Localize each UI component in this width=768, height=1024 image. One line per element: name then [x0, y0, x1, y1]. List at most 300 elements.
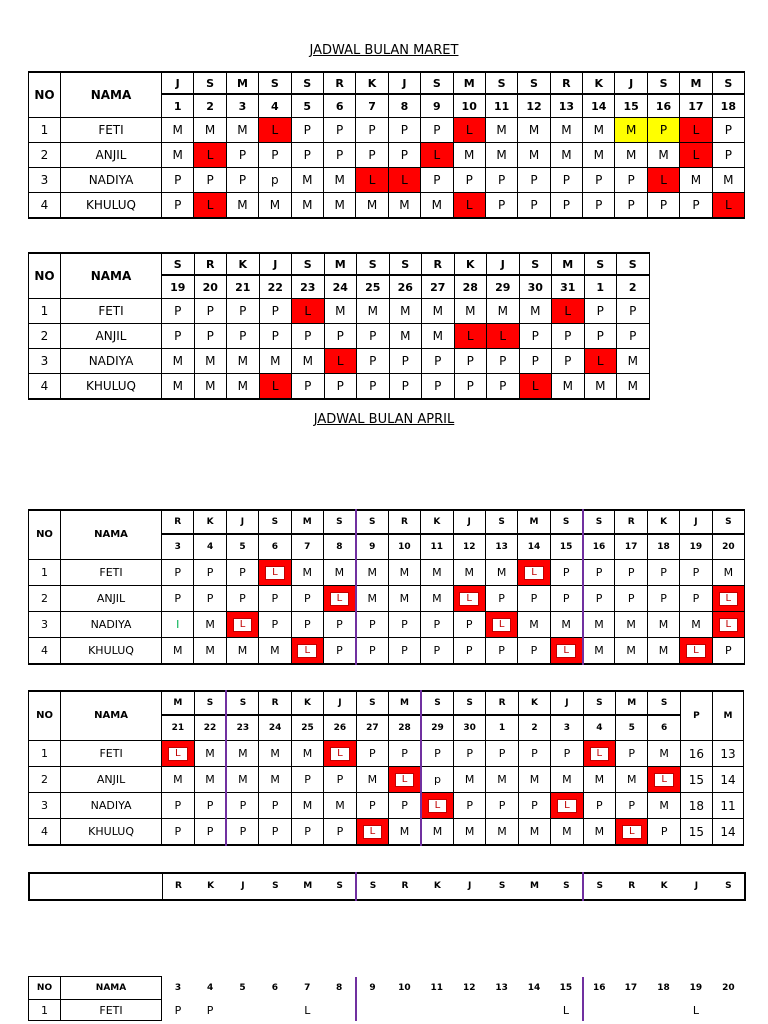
row-number: 4 — [29, 638, 61, 665]
shift-cell: P — [226, 586, 258, 612]
schedule-row — [29, 349, 650, 374]
shift-cell: P — [712, 638, 744, 665]
date-cell: 6 — [648, 715, 680, 741]
day-off-marker: L — [524, 566, 544, 580]
shift-cell: P — [259, 612, 291, 638]
shift-cell: M — [226, 193, 258, 219]
day-letter-cell: M — [226, 72, 258, 94]
row-number: 3 — [29, 793, 61, 819]
date-cell: 19 — [689, 982, 703, 993]
shift-cell: P — [162, 324, 195, 349]
day-letter-cell: K — [454, 253, 487, 275]
day-off-marker: L — [459, 592, 479, 606]
shift-cell — [259, 560, 291, 586]
shift-cell: L — [647, 168, 679, 193]
day-off-marker: L — [590, 747, 610, 761]
shift-cell: P — [291, 767, 323, 793]
date-cell: 5 — [226, 534, 258, 560]
shift-cell: P — [291, 612, 323, 638]
shift-cell: M — [162, 118, 194, 143]
date-cell: 17 — [624, 982, 638, 993]
header-no: NO — [29, 253, 61, 299]
shift-cell: P — [162, 193, 194, 219]
shift-cell: M — [389, 299, 422, 324]
next-schedule-table — [28, 976, 745, 1021]
shift-cell: P — [162, 793, 194, 819]
shift-cell — [485, 612, 517, 638]
shift-cell: L — [324, 349, 357, 374]
shift-cell: P — [617, 324, 650, 349]
date-cell: 14 — [583, 94, 615, 118]
day-off-marker: L — [622, 825, 642, 839]
employee-name: FETI — [61, 299, 162, 324]
date-cell: 23 — [226, 715, 258, 741]
shift-cell: M — [485, 143, 517, 168]
day-letter-cell: R — [323, 72, 355, 94]
shift-cell: P — [421, 638, 453, 665]
shift-cell — [226, 1000, 258, 1021]
shift-cell: M — [226, 767, 258, 793]
shift-cell: M — [680, 612, 712, 638]
shift-cell: P — [615, 193, 647, 219]
shift-cell: P — [194, 586, 226, 612]
schedule-row — [29, 118, 745, 143]
date-cell: 24 — [259, 715, 291, 741]
schedule-row — [29, 767, 744, 793]
shift-cell: P — [453, 741, 485, 767]
row-number: 1 — [29, 299, 61, 324]
employee-name: FETI — [61, 1000, 162, 1021]
day-letter-cell: R — [615, 510, 647, 534]
shift-cell: M — [617, 374, 650, 400]
day-letter-cell: K — [356, 72, 388, 94]
shift-cell: P — [518, 741, 550, 767]
shift-cell: P — [617, 299, 650, 324]
shift-cell — [162, 741, 194, 767]
shift-cell: P — [712, 143, 744, 168]
date-cell: 31 — [552, 275, 585, 299]
date-row — [29, 977, 745, 1000]
date-cell: 18 — [712, 94, 744, 118]
day-letter-cell: S — [550, 510, 582, 534]
shift-cell: M — [162, 349, 195, 374]
date-cell: 3 — [174, 982, 182, 993]
day-letter-cell: S — [712, 72, 744, 94]
shift-cell: P — [422, 349, 455, 374]
shift-cell: M — [194, 741, 226, 767]
shift-cell: M — [162, 143, 194, 168]
date-cell: 30 — [519, 275, 552, 299]
shift-cell: P — [453, 638, 485, 665]
shift-cell: P — [485, 168, 517, 193]
shift-cell: M — [291, 793, 323, 819]
date-cell: 18 — [657, 982, 670, 993]
date-cell: 15 — [559, 982, 573, 993]
shift-cell: M — [389, 819, 421, 846]
date-cell: 1 — [486, 715, 518, 741]
shift-cell: P — [519, 324, 552, 349]
shift-cell: M — [647, 612, 679, 638]
march-schedule-table-part2 — [28, 252, 650, 400]
shift-cell: M — [485, 560, 517, 586]
date-cell: 13 — [550, 94, 582, 118]
header-m: M — [712, 691, 743, 741]
day-letter-cell: K — [518, 691, 550, 715]
shift-cell: M — [518, 612, 550, 638]
day-letter-cell: S — [583, 873, 615, 900]
shift-cell: M — [226, 638, 258, 665]
shift-cell — [323, 586, 355, 612]
shift-cell: P — [388, 143, 420, 168]
shift-cell: M — [194, 612, 226, 638]
shift-cell: M — [356, 586, 388, 612]
shift-cell: M — [227, 349, 260, 374]
date-cell: 22 — [259, 275, 292, 299]
shift-cell — [648, 767, 680, 793]
day-off-marker: L — [363, 825, 383, 839]
schedule-row — [29, 793, 744, 819]
shift-cell: P — [174, 1003, 182, 1017]
shift-cell: P — [226, 143, 258, 168]
header-nama: NAMA — [61, 72, 162, 118]
day-letter-cell: S — [421, 72, 453, 94]
shift-cell: L — [712, 193, 744, 219]
shift-cell: M — [680, 168, 712, 193]
schedule-row — [29, 741, 744, 767]
shift-cell: M — [518, 143, 550, 168]
day-letter-cell: J — [453, 510, 485, 534]
day-off-marker: L — [719, 618, 739, 632]
date-cell: 20 — [194, 275, 227, 299]
shift-cell: M — [615, 612, 647, 638]
shift-cell: P — [550, 168, 582, 193]
shift-cell — [518, 1000, 550, 1021]
shift-cell: M — [227, 374, 260, 400]
date-cell: 16 — [583, 534, 615, 560]
schedule-row — [29, 1000, 745, 1021]
shift-cell: P — [485, 586, 517, 612]
day-letter-cell: M — [518, 510, 550, 534]
day-letter-cell: J — [226, 510, 258, 534]
date-cell: 3 — [226, 94, 258, 118]
shift-cell: P — [356, 793, 388, 819]
employee-name: KHULUQ — [61, 374, 162, 400]
shift-cell: P — [648, 819, 680, 846]
day-letter-cell: R — [628, 881, 636, 891]
header-p: P — [680, 691, 712, 741]
shift-cell: P — [454, 349, 487, 374]
day-letter-cell: S — [518, 72, 550, 94]
day-letter-cell: S — [389, 253, 422, 275]
date-cell: 4 — [583, 715, 615, 741]
shift-cell: M — [291, 741, 323, 767]
employee-name: KHULUQ — [61, 638, 162, 665]
shift-cell: P — [615, 560, 647, 586]
shift-cell — [259, 1000, 291, 1021]
shift-cell: M — [584, 374, 617, 400]
employee-name: FETI — [61, 741, 162, 767]
shift-cell: M — [453, 143, 485, 168]
row-number: 1 — [29, 741, 61, 767]
shift-cell: M — [486, 819, 518, 846]
day-off-marker: L — [330, 592, 350, 606]
day-letter-cell: J — [615, 72, 647, 94]
total-p: 16 — [680, 741, 712, 767]
shift-cell: P — [259, 143, 291, 168]
row-number: 4 — [29, 193, 61, 219]
shift-cell: P — [194, 299, 227, 324]
schedule-row — [29, 324, 650, 349]
shift-cell: L — [692, 1003, 700, 1017]
day-off-marker: L — [265, 566, 285, 580]
day-letter-cell: R — [162, 510, 194, 534]
shift-cell: P — [357, 349, 390, 374]
shift-cell: M — [291, 168, 323, 193]
day-letter-cell: M — [291, 510, 323, 534]
next-schedule-header — [28, 872, 746, 901]
date-cell: 10 — [398, 982, 411, 993]
shift-cell: P — [550, 586, 582, 612]
shift-cell — [712, 612, 744, 638]
date-cell: 9 — [421, 94, 453, 118]
day-letter-row — [29, 510, 745, 534]
shift-cell: P — [162, 819, 194, 846]
shift-cell: M — [551, 819, 583, 846]
shift-cell: p — [259, 168, 291, 193]
shift-cell: P — [194, 324, 227, 349]
shift-cell: M — [518, 118, 550, 143]
date-cell: 13 — [485, 534, 517, 560]
shift-cell: M — [388, 193, 420, 219]
day-off-marker: L — [557, 799, 577, 813]
day-letter-row — [29, 873, 745, 900]
march-schedule-table-part1 — [28, 71, 745, 219]
employee-name: ANJIL — [61, 143, 162, 168]
shift-cell: L — [562, 1003, 569, 1017]
shift-cell: P — [647, 118, 679, 143]
shift-cell: L — [259, 374, 292, 400]
day-off-marker: L — [297, 644, 317, 658]
date-cell: 2 — [617, 275, 650, 299]
day-letter-cell: S — [563, 881, 570, 891]
shift-cell: P — [226, 560, 258, 586]
shift-cell: P — [259, 324, 292, 349]
day-letter-cell: S — [259, 72, 291, 94]
date-cell: 27 — [422, 275, 455, 299]
shift-cell: M — [421, 819, 453, 846]
day-letter-cell: K — [207, 881, 215, 891]
day-letter-cell: S — [356, 691, 388, 715]
shift-cell: P — [227, 324, 260, 349]
shift-cell: L — [259, 118, 291, 143]
shift-cell: M — [421, 586, 453, 612]
day-letter-cell: K — [291, 691, 323, 715]
day-letter-row — [29, 72, 745, 94]
shift-cell: P — [584, 324, 617, 349]
shift-cell: M — [583, 118, 615, 143]
shift-cell: P — [485, 193, 517, 219]
shift-cell: M — [421, 193, 453, 219]
shift-cell: P — [324, 767, 356, 793]
shift-cell: M — [226, 741, 258, 767]
shift-cell: L — [388, 168, 420, 193]
date-cell: 14 — [518, 534, 550, 560]
shift-cell: P — [518, 168, 550, 193]
shift-cell: P — [583, 560, 615, 586]
shift-cell: P — [421, 741, 453, 767]
shift-cell: P — [518, 193, 550, 219]
schedule-row — [29, 638, 745, 665]
day-letter-cell: M — [530, 881, 539, 891]
day-letter-cell: K — [421, 510, 453, 534]
shift-cell: P — [227, 299, 260, 324]
employee-name: NADIYA — [61, 793, 162, 819]
row-number: 4 — [29, 819, 61, 846]
shift-cell: M — [485, 118, 517, 143]
shift-cell: M — [647, 143, 679, 168]
shift-cell: P — [583, 193, 615, 219]
shift-cell: P — [518, 586, 550, 612]
shift-cell: P — [291, 586, 323, 612]
day-letter-cell: J — [487, 253, 520, 275]
date-cell: 9 — [356, 977, 388, 1000]
date-cell: 12 — [518, 94, 550, 118]
date-cell: 6 — [259, 534, 291, 560]
shift-cell — [421, 1000, 453, 1021]
date-cell: 8 — [336, 982, 343, 993]
shift-cell: L — [487, 324, 520, 349]
shift-cell: P — [552, 324, 585, 349]
day-letter-cell: M — [616, 691, 648, 715]
shift-cell: M — [194, 767, 226, 793]
shift-cell: P — [162, 560, 194, 586]
shift-cell: P — [259, 299, 292, 324]
shift-cell: P — [518, 638, 550, 665]
schedule-row — [29, 299, 650, 324]
shift-cell: M — [291, 560, 323, 586]
shift-cell: M — [583, 819, 615, 846]
day-letter-cell: J — [468, 881, 472, 891]
day-letter-cell: K — [583, 72, 615, 94]
day-letter-cell: S — [617, 253, 650, 275]
shift-cell: P — [550, 193, 582, 219]
shift-cell: P — [680, 193, 712, 219]
date-cell: 6 — [271, 982, 278, 993]
shift-cell: L — [584, 349, 617, 374]
day-off-marker: L — [233, 618, 253, 632]
shift-cell: p — [421, 767, 453, 793]
date-cell: 20 — [712, 534, 744, 560]
day-letter-cell: S — [712, 510, 744, 534]
day-letter-cell: K — [227, 253, 260, 275]
shift-cell: P — [487, 374, 520, 400]
shift-cell: M — [583, 612, 615, 638]
shift-cell: M — [323, 168, 355, 193]
shift-cell — [356, 819, 388, 846]
shift-cell: M — [388, 560, 420, 586]
date-cell: 13 — [495, 982, 508, 993]
date-cell: 22 — [194, 715, 226, 741]
shift-cell: M — [194, 349, 227, 374]
shift-cell: P — [292, 374, 325, 400]
shift-cell: P — [323, 638, 355, 665]
row-number: 3 — [29, 612, 61, 638]
date-cell: 5 — [616, 715, 648, 741]
date-cell: 9 — [356, 534, 388, 560]
shift-cell: P — [356, 118, 388, 143]
shift-cell: L — [292, 299, 325, 324]
shift-cell: P — [292, 324, 325, 349]
shift-cell: M — [616, 767, 648, 793]
date-cell: 4 — [206, 982, 214, 993]
shift-cell: M — [194, 374, 227, 400]
date-cell: 17 — [615, 534, 647, 560]
day-letter-row — [29, 691, 744, 715]
day-letter-cell: R — [388, 510, 420, 534]
day-letter-cell: R — [550, 72, 582, 94]
shift-cell — [616, 819, 648, 846]
shift-cell: M — [291, 193, 323, 219]
day-letter-cell: M — [303, 881, 313, 891]
date-cell: 28 — [454, 275, 487, 299]
blank-cell — [29, 873, 162, 900]
shift-cell: M — [518, 767, 550, 793]
shift-cell: P — [453, 793, 485, 819]
employee-name: NADIYA — [61, 612, 162, 638]
shift-cell: M — [162, 638, 194, 665]
shift-cell: P — [324, 819, 356, 846]
day-letter-cell: S — [453, 691, 485, 715]
shift-cell — [712, 586, 744, 612]
date-cell: 6 — [323, 94, 355, 118]
row-number: 3 — [29, 168, 61, 193]
shift-cell: P — [453, 612, 485, 638]
shift-cell — [421, 793, 453, 819]
total-m: 14 — [712, 819, 743, 846]
shift-cell: P — [323, 143, 355, 168]
shift-cell — [712, 1000, 744, 1021]
day-letter-cell: K — [660, 881, 668, 891]
shift-cell — [323, 1000, 355, 1021]
date-cell: 24 — [324, 275, 357, 299]
shift-cell: P — [485, 638, 517, 665]
day-letter-cell: S — [292, 253, 325, 275]
date-cell: 23 — [292, 275, 325, 299]
row-number: 2 — [29, 767, 61, 793]
row-number: 2 — [29, 586, 61, 612]
shift-cell: M — [162, 767, 194, 793]
shift-cell: P — [324, 374, 357, 400]
shift-cell: M — [648, 793, 680, 819]
shift-cell: P — [356, 143, 388, 168]
schedule-row — [29, 193, 745, 219]
shift-cell: M — [194, 638, 226, 665]
date-cell: 16 — [583, 977, 615, 1000]
day-letter-cell: M — [389, 691, 421, 715]
day-letter-cell: S — [584, 253, 617, 275]
shift-cell: M — [292, 349, 325, 374]
header-no: NO — [29, 691, 61, 741]
march-schedule-title: JADWAL BULAN MARET — [309, 43, 459, 58]
day-letter-cell: M — [552, 253, 585, 275]
day-letter-cell: S — [194, 72, 226, 94]
day-letter-cell: S — [485, 72, 517, 94]
header-no: NO — [29, 510, 61, 560]
shift-cell: P — [389, 374, 422, 400]
employee-name: NADIYA — [61, 168, 162, 193]
shift-cell: P — [552, 349, 585, 374]
date-cell: 12 — [462, 982, 476, 993]
